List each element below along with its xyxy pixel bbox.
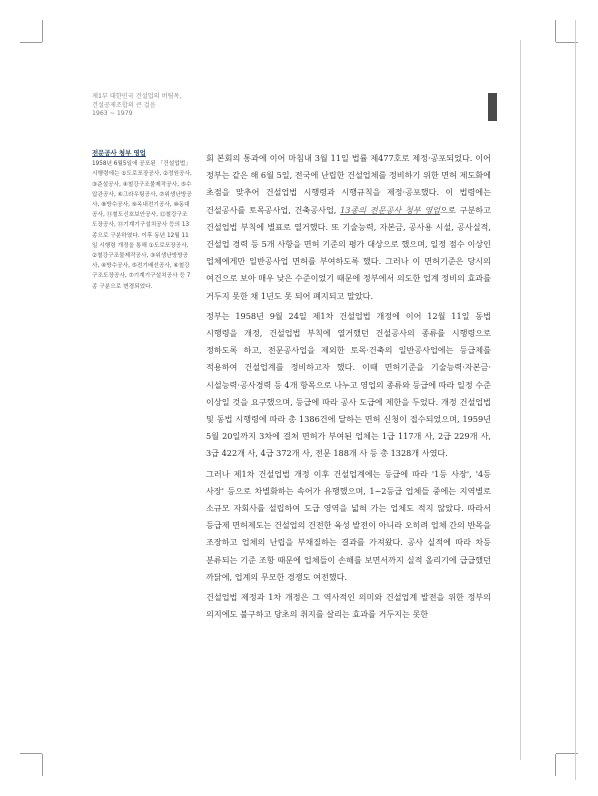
crop-mark-top-right [555, 20, 556, 42]
paragraph-2: 정부는 1958년 9월 24일 제1차 건설업법 개정에 이어 12월 11일 동법 시행령을 개정, 건설업법 부칙에 열거했던 건설공사의 종류를 시행령으로 정하도록 하고, 전문공사업을 제외한 토목·건축의 일반공사업에는 등급제를 적용하여 건설업계를 정비하고자 했다. 이때 면허기준을 기술능력·자본금·시설능력·공사경력 등 4개 항목으로 나누고 영업의 종류와 등급에 따라 일정 수준 이상일 것을 요구했으며, 등급에 따라 공사 도급에 제한을 두었다. 개정 건설업법 및 동법 시행령에 따라 총 1386건에 달하는 면허 신청이 접수되었으며, 1959년 5월 20일까지 3차에 걸쳐 면허가 부여된 업체는 1급 117개 사, 2급 229개 사, 3급 422개 사, 4급 372개 사, 전문 188개 사 등 총 1328개 사였다. [206, 310, 491, 459]
crop-mark-bottom-left [42, 754, 43, 776]
crop-mark-top-left [42, 20, 43, 42]
body-text [206, 150, 491, 626]
sidenote-title: 전문공사 청부 영업 [92, 149, 146, 157]
margin-guide-line [520, 40, 521, 760]
paragraph-1-start: 회 본회의 통과에 이어 마침내 3월 11일 법률 제477호로 제정·공포되었다. 이어 정부는 같은 해 6월 5일, 전국에 난립한 건설업체를 정비하기 위한 면허 제도화에 초점을 맞추어 건설업법 시행령과 시행규칙을 제정·공포했다. 이 법령에는 건설공사를 토목공사업, 건축공사업, [206, 153, 491, 215]
header-chapter-title: 건설공제조합의 큰 걸음 [92, 101, 156, 109]
paragraph-3: 그러나 제1차 건설업법 개정 이후 건설업계에는 등급에 따라 '1등 사장', '4등 사장' 등으로 차별화하는 속어가 유행했으며, 1~2등급 업체들 중에는 지역별로 소규모 자회사를 설립하여 도급 영역을 넓혀 가는 업체도 적지 않았다. 따라서 등급제 면허제도는 건설업의 건전한 육성 발전이 아니라 오히려 업체 간의 반목을 조장하고 업체의 난립을 부채질하는 결과를 가져왔다. 공사 실적에 따라 차등 분류되는 기준 조항 때문에 업체들이 손해를 보면서까지 실적 올리기에 급급했던 까닭에, 업계의 무모한 경쟁도 여전했다. [206, 468, 491, 582]
crop-mark-bottom-right [555, 754, 556, 776]
margin-guide-line-outer [575, 20, 576, 780]
paragraph-4: 건설업법 제정과 1차 개정은 그 역사적인 의미와 건설업계 발전을 위한 정부의 의지에도 불구하고 당초의 취지를 살리는 효과를 거두지는 못한 [206, 592, 491, 620]
crop-mark-top-left-h [20, 42, 42, 43]
chapter-tab-marker [488, 93, 497, 121]
running-header [92, 93, 212, 119]
header-part-title: 제1부 대한민국 건설업의 버팀목, [92, 93, 182, 100]
header-years: 1963 ~ 1979 [92, 110, 133, 118]
sidenote [92, 148, 192, 292]
paragraph-1-end: 으로 구분하고 건설업법 부칙에 별표로 열거했다. 또 기술능력, 자본금, 공사용 시설, 공사실적, 건설업 경력 등 5개 사항을 면허 기준의 평가 대상으로 했으며, 일정 점수 이상인 업체에게만 일반공사업 면허를 부여하도록 했다. 그러나 이 면허기준은 당시의 여건으로 보아 매우 낮은 수준이었기 때문에 정부에서 의도한 업계 정비의 효과를 거두지 못한 채 1년도 못 되어 폐지되고 말았다. [206, 204, 491, 301]
sidenote-text: 1958년 6월5일에 공포된 「건설업법」 시행령에는 ①도로포장공사, ②정원공사, ③준설공사, ④철강구조물제작공사, ⑤수압관공사, ⑥그라우팅공사, ⑦위생난방공사, ⑧방수공사, ⑨옥내전기공사, ⑩동대공사, ⑪철도신호보안공사, ⑫철강구조도장공사, ⑬기계기구설치공사 등의 13종으로 구분하였다. 이후 동년 12월 11일 시행령 개정을 통해 ①도로포장공사, ②철강구조물제작공사, ③위생난방방공사, ④방수공사, ⑤전기배선공사, ⑥철강구조도장공사, ⑦기계기구설치공사 등 7종 구분으로 변경되었다. [92, 161, 192, 290]
crop-mark-bottom-left-h [20, 753, 42, 754]
sidenote-reference-link: 13종의 전문공사 청부 영업 [340, 204, 441, 215]
paragraph-1 [206, 150, 491, 305]
